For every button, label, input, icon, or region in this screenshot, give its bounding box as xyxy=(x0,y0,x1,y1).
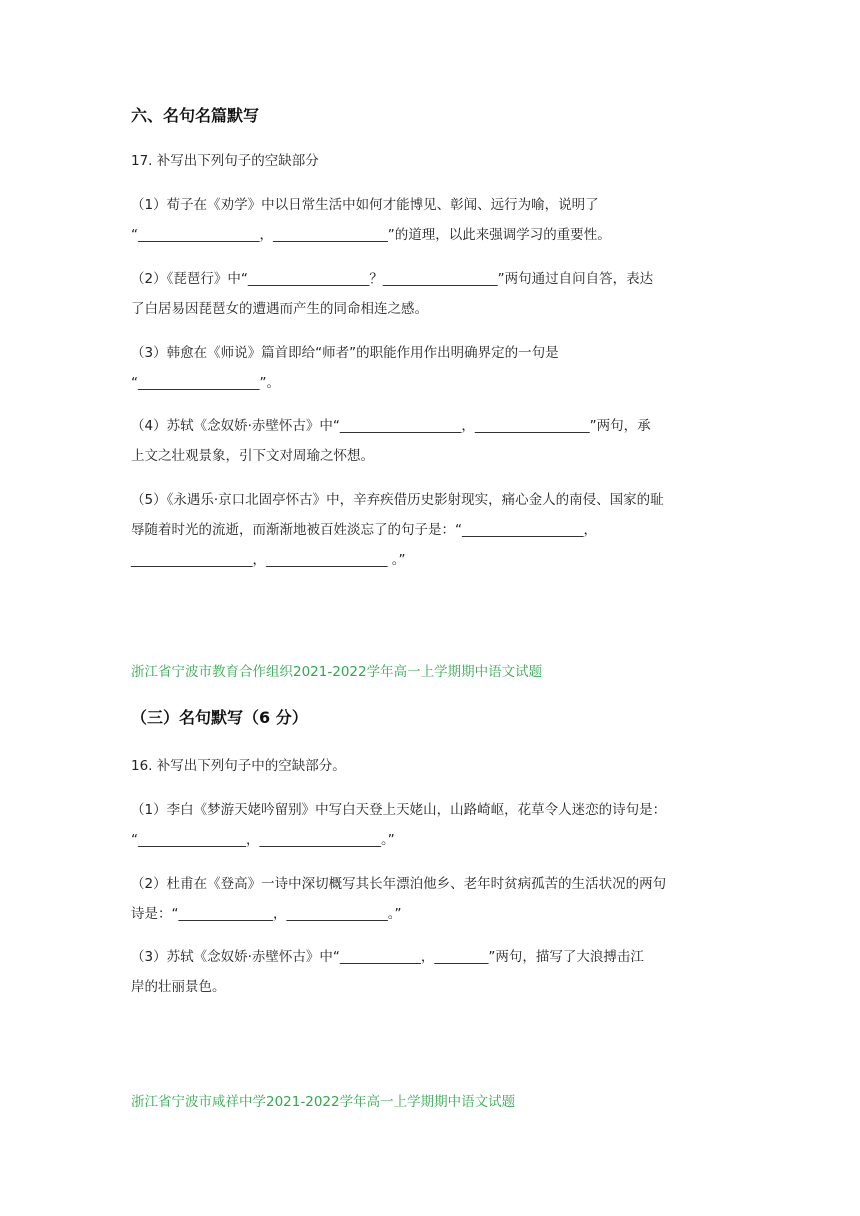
q17-item-5-line-2: 辱随着时光的流逝，而渐渐地被百姓淡忘了的句子是：“__________________， xyxy=(131,522,597,538)
q17-item-2-line-1: （2）《琵琶行》中“__________________？_________________”两句通过自问自答，表达 xyxy=(131,271,654,287)
q17-item-5-line-3: __________________，__________________ 。” xyxy=(131,552,406,568)
q17-item-3-line-2: “__________________”。 xyxy=(131,375,280,391)
source-note-2: 浙江省宁波市咸祥中学2021-2022学年高一上学期期中语文试题 xyxy=(131,1094,516,1110)
source-note-1: 浙江省宁波市教育合作组织2021-2022学年高一上学期期中语文试题 xyxy=(131,664,543,680)
q17-item-1-line-2: “__________________，_________________”的道理，以此来强调学习的重要性。 xyxy=(131,227,611,243)
q16-item-2-line-1: （2）杜甫在《登高》一诗中深切概写其长年漂泊他乡、老年时贫病孤苦的生活状况的两句 xyxy=(131,876,667,892)
q17-item-5-line-1: （5）《永遇乐·京口北固亭怀古》中，辛弃疾借历史影射现实，痛心金人的南侵、国家的耻 xyxy=(131,492,664,508)
q17-item-3-line-1: （3）韩愈在《师说》篇首即给“师者”的职能作用作出明确界定的一句是 xyxy=(131,345,559,361)
q17-item-4-line-2: 上文之壮观景象，引下文对周瑜之怀想。 xyxy=(131,448,374,464)
q16-item-3-line-2: 岸的壮丽景色。 xyxy=(131,979,226,995)
q17-item-2-line-2: 了白居易因琵琶女的遭遇而产生的同命相连之感。 xyxy=(131,301,428,317)
section-heading-1: 六、名句名篇默写 xyxy=(131,106,260,125)
q16-item-2-line-2: 诗是：“______________，_______________。” xyxy=(131,906,402,922)
section-heading-2: （三）名句默写（6 分） xyxy=(131,708,308,727)
q16-item-1-line-1: （1）李白《梦游天姥吟留别》中写白天登上天姥山，山路崎岖，花草令人迷恋的诗句是： xyxy=(131,802,667,818)
q16-item-1-line-2: “________________，__________________。” xyxy=(131,832,395,848)
q17-item-1-line-1: （1）荀子在《劝学》中以日常生活中如何才能博见、彰闻、远行为喻，说明了 xyxy=(131,197,599,213)
q16-item-3-line-1: （3）苏轼《念奴娇·赤壁怀古》中“____________，________”两句，描写了大浪搏击江 xyxy=(131,949,644,965)
question-16-title: 16. 补写出下列句子中的空缺部分。 xyxy=(131,758,346,774)
question-17-title: 17. 补写出下列句子的空缺部分 xyxy=(131,153,319,169)
q17-item-4-line-1: （4）苏轼《念奴娇·赤壁怀古》中“__________________，_________________”两句，承 xyxy=(131,418,651,434)
